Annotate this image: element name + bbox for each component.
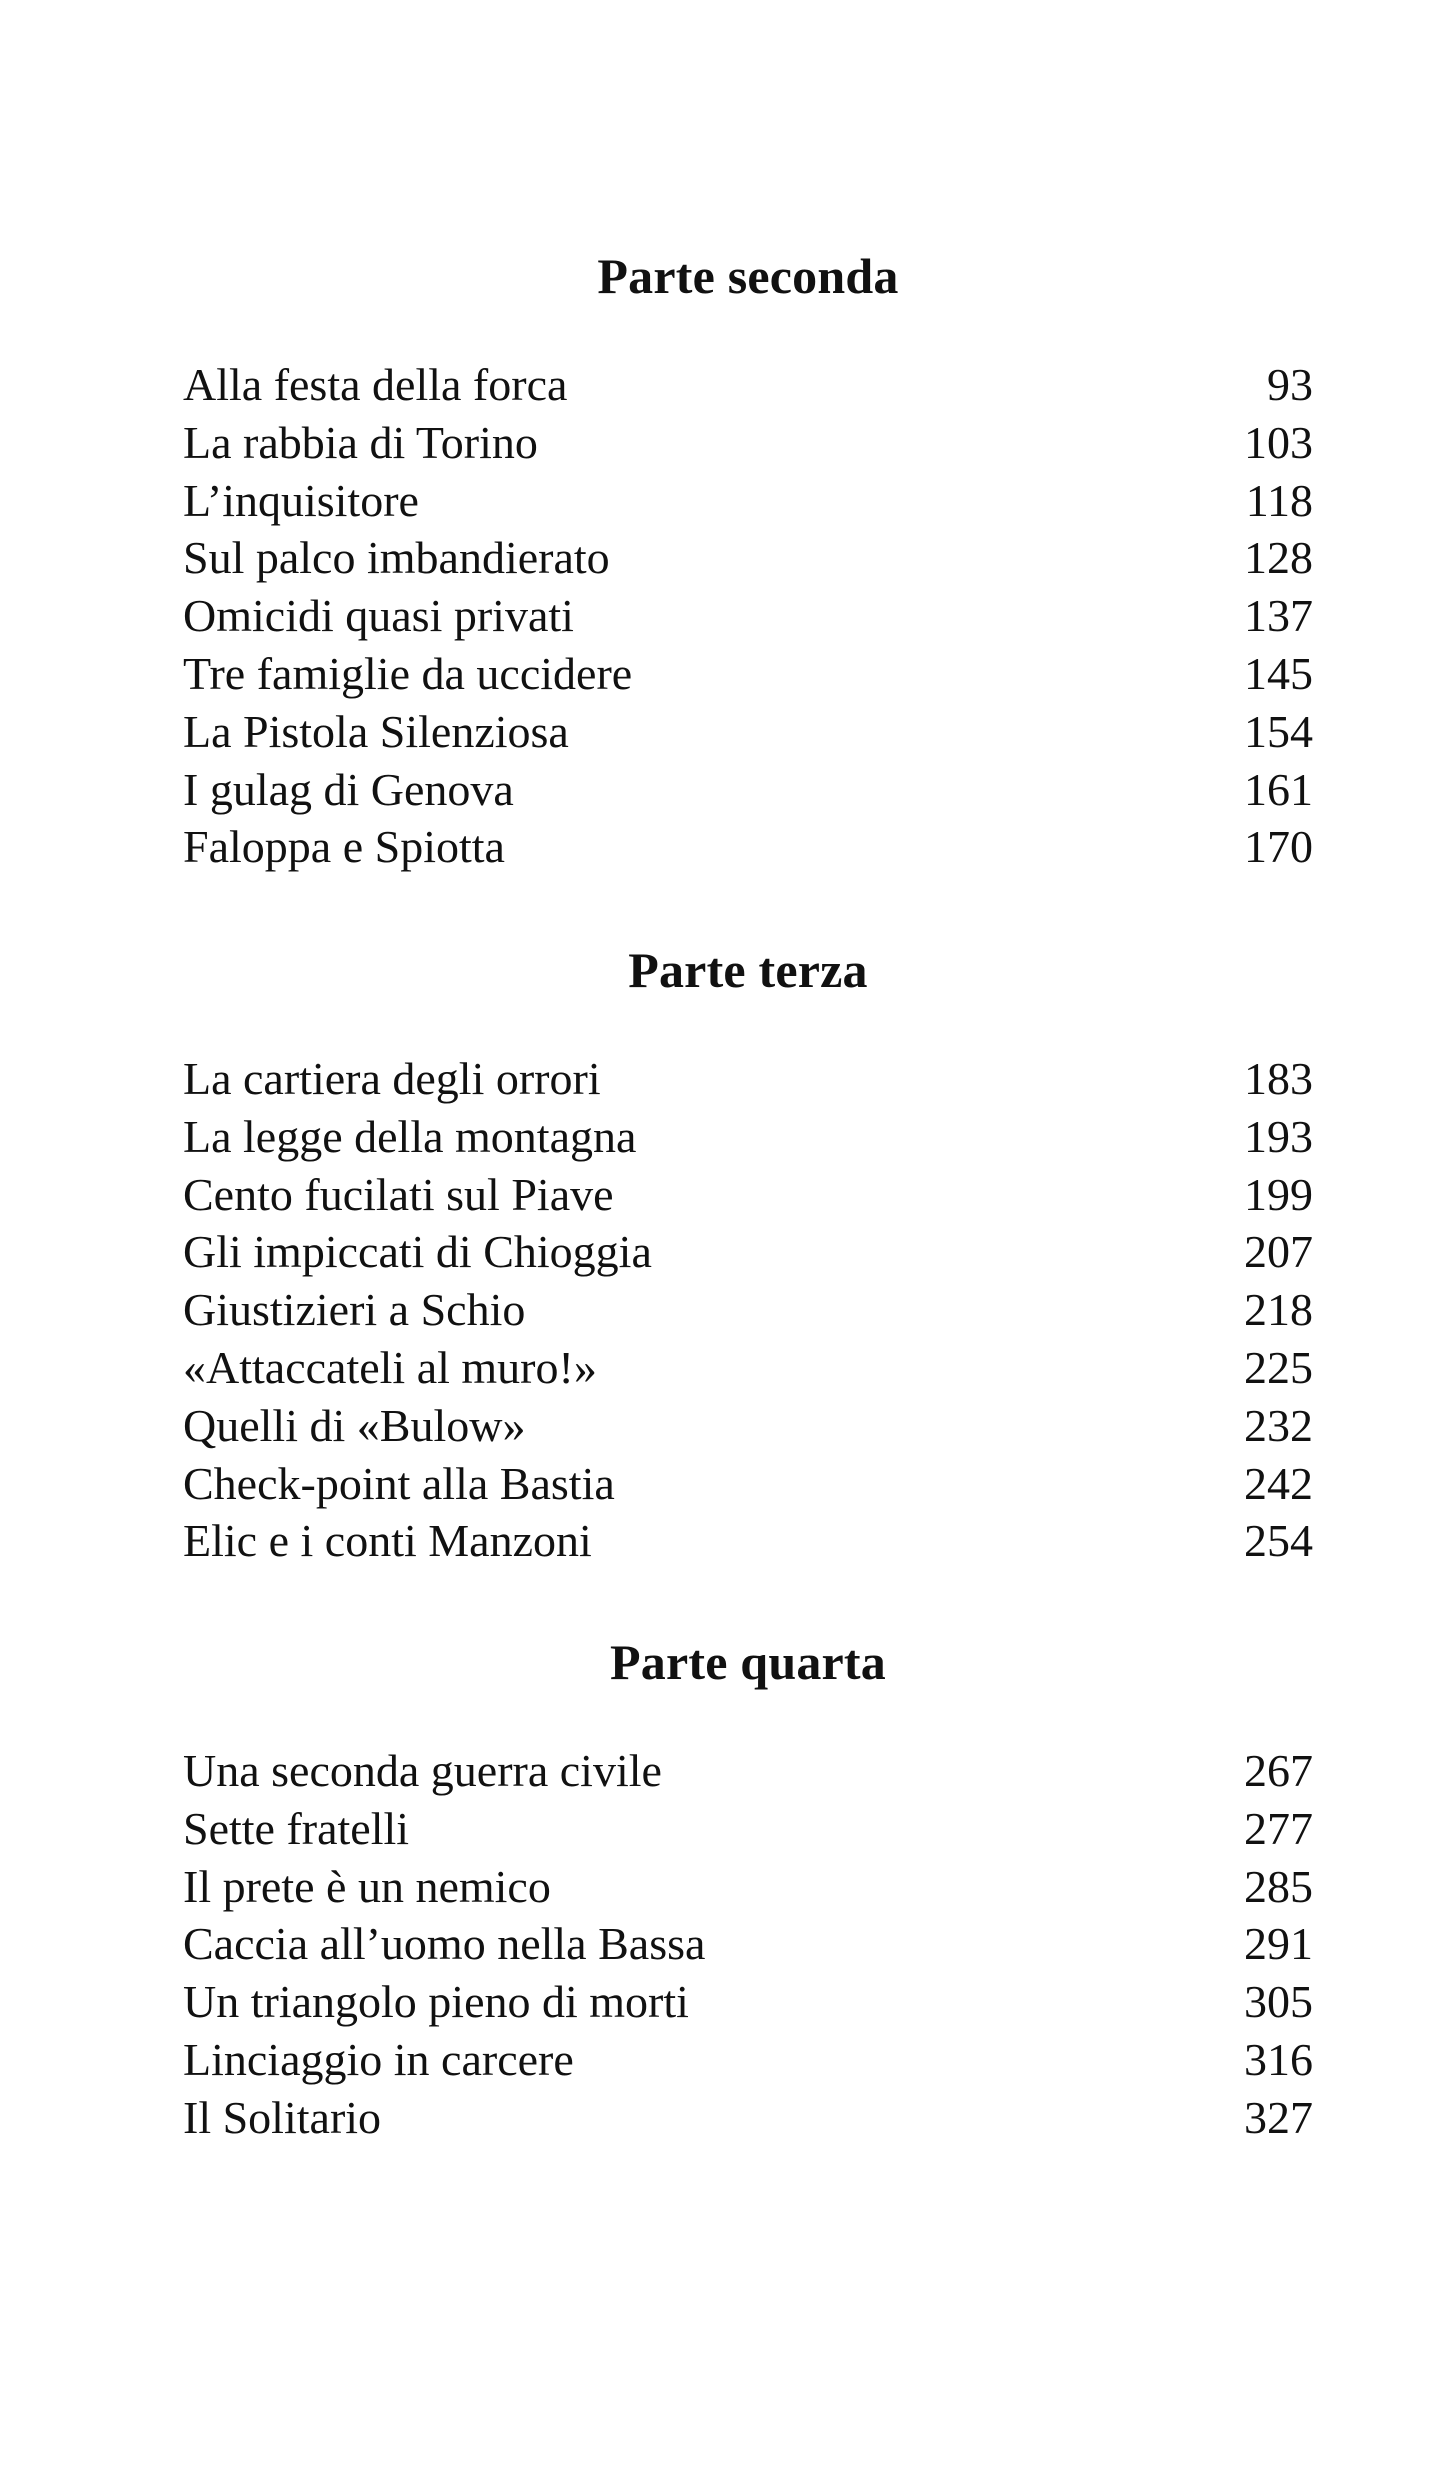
entry-page-number: 93 <box>1267 359 1313 410</box>
entry-page-number: 242 <box>1244 1457 1313 1509</box>
entry-page-number: 207 <box>1244 1226 1313 1278</box>
toc-entry[interactable] <box>183 1800 1313 1858</box>
toc-entry[interactable] <box>183 645 1313 703</box>
entry-title: Una seconda guerra civile <box>183 1745 662 1796</box>
entry-page-number: 291 <box>1244 1918 1313 1970</box>
toc-entry[interactable] <box>183 1455 1313 1513</box>
entry-page-number: 161 <box>1244 763 1313 815</box>
toc-entry[interactable] <box>183 1973 1313 2031</box>
toc-entry[interactable] <box>183 1108 1313 1166</box>
toc-entry-list <box>183 1050 1313 1570</box>
toc-entry[interactable] <box>183 414 1313 472</box>
entry-title: Caccia all’uomo nella Bassa <box>183 1918 706 1970</box>
entry-page-number: 225 <box>1244 1341 1313 1393</box>
entry-page-number: 118 <box>1245 474 1313 526</box>
toc-entry[interactable] <box>183 2031 1313 2089</box>
entry-title: Faloppa e Spiotta <box>183 821 505 873</box>
entry-page-number: 285 <box>1244 1860 1313 1912</box>
section-heading: Parte seconda <box>597 248 899 304</box>
entry-page-number: 183 <box>1244 1053 1313 1104</box>
entry-page-number: 316 <box>1244 2033 1313 2085</box>
entry-title: I gulag di Genova <box>183 763 514 815</box>
toc-entry[interactable] <box>183 703 1313 761</box>
entry-page-number: 267 <box>1244 1745 1313 1796</box>
toc-entry[interactable] <box>183 1166 1313 1224</box>
section-heading: Parte quarta <box>610 1634 886 1690</box>
entry-title: Un triangolo pieno di morti <box>183 1976 689 2028</box>
entry-title: Sette fratelli <box>183 1802 410 1854</box>
entry-title: Tre famiglie da uccidere <box>183 647 633 699</box>
entry-title: La rabbia di Torino <box>183 416 538 468</box>
entry-title: Il Solitario <box>183 2091 382 2143</box>
entry-page-number: 199 <box>1244 1168 1313 1220</box>
entry-page-number: 277 <box>1244 1802 1313 1854</box>
entry-title: Gli impiccati di Chioggia <box>183 1226 652 1278</box>
toc-entry[interactable] <box>183 529 1313 587</box>
toc-entry[interactable] <box>183 1397 1313 1455</box>
entry-title: La Pistola Silenziosa <box>183 705 569 757</box>
entry-page-number: 193 <box>1244 1110 1313 1162</box>
entry-title: L’inquisitore <box>183 474 419 526</box>
toc-entry[interactable] <box>183 1223 1313 1281</box>
entry-page-number: 254 <box>1244 1515 1313 1567</box>
toc-entry[interactable] <box>183 1858 1313 1916</box>
toc-entry[interactable] <box>183 1915 1313 1973</box>
entry-page-number: 305 <box>1244 1976 1313 2028</box>
toc-entry[interactable] <box>183 1339 1313 1397</box>
entry-page-number: 145 <box>1244 647 1313 699</box>
entry-page-number: 218 <box>1244 1284 1313 1336</box>
toc-entry[interactable] <box>183 356 1313 414</box>
toc-entry[interactable] <box>183 761 1313 819</box>
toc-entry[interactable] <box>183 1512 1313 1570</box>
entry-title: Sul palco imbandierato <box>183 532 610 584</box>
entry-title: Linciaggio in carcere <box>183 2033 574 2085</box>
entry-title: «Attaccateli al muro!» <box>183 1341 597 1393</box>
entry-title: Omicidi quasi privati <box>183 590 574 642</box>
toc-section-parte-quarta <box>183 1632 1313 2147</box>
toc-entry[interactable] <box>183 818 1313 876</box>
toc-entry[interactable] <box>183 472 1313 530</box>
entry-title: La cartiera degli orrori <box>183 1053 601 1104</box>
entry-title: Quelli di «Bulow» <box>183 1399 526 1451</box>
entry-page-number: 327 <box>1244 2091 1313 2143</box>
toc-entry-list <box>183 1742 1313 2147</box>
entry-title: Elic e i conti Manzoni <box>183 1515 592 1567</box>
entry-page-number: 154 <box>1244 705 1313 757</box>
toc-entry[interactable] <box>183 2089 1313 2147</box>
entry-page-number: 232 <box>1244 1399 1313 1451</box>
entry-title: Giustizieri a Schio <box>183 1284 526 1336</box>
toc-entry[interactable] <box>183 1742 1313 1800</box>
toc-section-parte-seconda <box>183 246 1313 876</box>
entry-page-number: 128 <box>1244 532 1313 584</box>
entry-page-number: 170 <box>1244 821 1313 873</box>
entry-title: Alla festa della forca <box>183 359 568 410</box>
toc-entry[interactable] <box>183 587 1313 645</box>
entry-page-number: 137 <box>1244 590 1313 642</box>
entry-title: Il prete è un nemico <box>183 1860 551 1912</box>
toc-entry[interactable] <box>183 1050 1313 1108</box>
entry-title: Cento fucilati sul Piave <box>183 1168 614 1220</box>
entry-title: Check-point alla Bastia <box>183 1457 615 1509</box>
entry-title: La legge della montagna <box>183 1110 637 1162</box>
toc-entry-list <box>183 356 1313 876</box>
section-heading: Parte terza <box>628 942 868 998</box>
entry-page-number: 103 <box>1244 416 1313 468</box>
toc-entry[interactable] <box>183 1281 1313 1339</box>
toc-section-parte-terza <box>183 940 1313 1570</box>
